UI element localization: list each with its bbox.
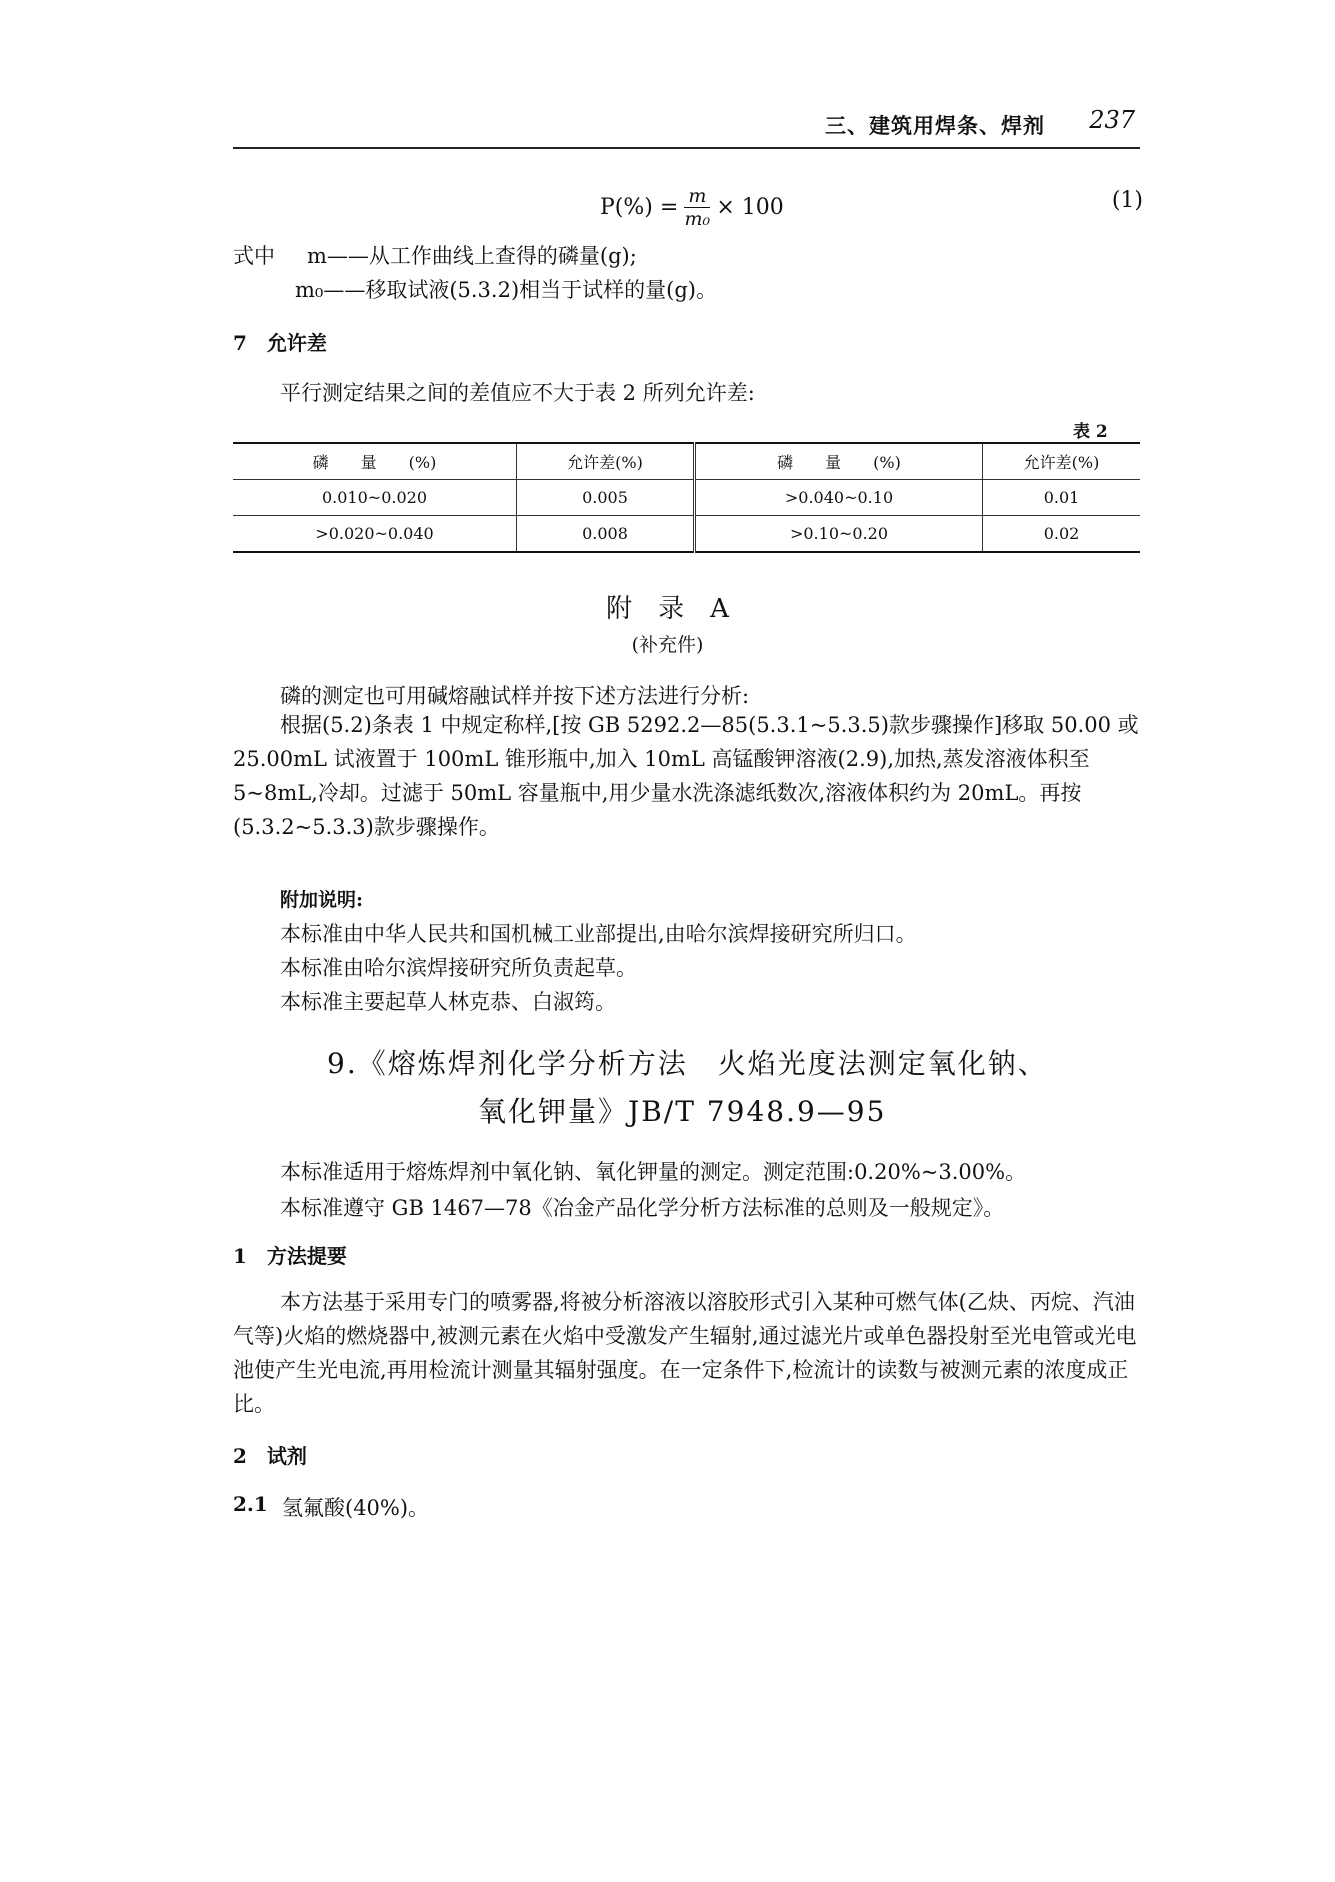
appendix-paragraph-2: 根据(5.2)条表 1 中规定称样,[按 GB 5292.2—85(5.3.1~5.3.5)款步骤操作]移取 50.00 或 25.00mL 试液置于 100mL 锥形瓶中,加入 10mL 高锰酸钾溶液(2.9),加热,蒸发溶液体积至 5~8mL,冷却。过滤于 50mL 容量瓶中,用少量水洗涤滤纸数次,溶液体积约为 20mL。再按(5.3.2~5.3.3)款步骤操作。 bbox=[233, 713, 1139, 839]
formula-fraction bbox=[684, 185, 710, 230]
formula-rhs: × 100 bbox=[716, 195, 784, 220]
section-1-text: 本方法基于采用专门的喷雾器,将被分析溶液以溶胶形式引入某种可燃气体(乙炔、丙烷、汽油气等)火焰的燃烧器中,被测元素在火焰中受激发产生辐射,通过滤光片或单色器投射至光电管或光电池使产生光电流,再用检流计测量其辐射强度。在一定条件下,检流计的读数与被测元素的浓度成正比。 bbox=[233, 1290, 1137, 1416]
table-cell: >0.10~0.20 bbox=[695, 516, 983, 553]
header-rule bbox=[233, 147, 1140, 149]
table-cell: >0.040~0.10 bbox=[695, 480, 983, 516]
table-2-caption: 表 2 bbox=[1073, 422, 1108, 442]
equation-number: (1) bbox=[1111, 188, 1143, 213]
page-number: 237 bbox=[1089, 106, 1135, 134]
subsection-2-1-text: 氢氟酸(40%)。 bbox=[282, 1496, 430, 1520]
section-7-text: 平行测定结果之间的差值应不大于表 2 所列允许差: bbox=[280, 381, 755, 405]
table-cell: 0.02 bbox=[983, 516, 1141, 553]
table-row bbox=[233, 516, 1140, 553]
notes-heading: 附加说明: bbox=[280, 889, 364, 911]
notes-line-1: 本标准由中华人民共和国机械工业部提出,由哈尔滨焊接研究所归口。 bbox=[280, 922, 917, 946]
table-header-cell: 允许差(%) bbox=[517, 443, 695, 480]
table-cell: 0.008 bbox=[517, 516, 695, 553]
appendix-title: 附 录 A bbox=[606, 594, 729, 624]
running-title: 三、建筑用焊条、焊剂 bbox=[825, 113, 1045, 138]
standard-title-line-2: 氧化钾量》JB/T 7948.9—95 bbox=[478, 1095, 887, 1128]
standard-title-line-1: 9.《熔炼焊剂化学分析方法 火焰光度法测定氧化钠、 bbox=[327, 1047, 1048, 1080]
notes-line-3: 本标准主要起草人林克恭、白淑筠。 bbox=[280, 990, 616, 1014]
where-line-2: m₀——移取试液(5.3.2)相当于试样的量(g)。 bbox=[295, 278, 717, 302]
table-2 bbox=[233, 442, 1140, 553]
formula-denominator: m₀ bbox=[684, 208, 711, 230]
section-7-heading: 7 允许差 bbox=[233, 331, 327, 355]
table-header-cell: 磷 量 (%) bbox=[233, 443, 517, 480]
table-cell: >0.020~0.040 bbox=[233, 516, 517, 553]
formula-numerator: m bbox=[684, 185, 710, 208]
formula-lhs: P(%) = bbox=[600, 195, 679, 220]
where-line-1: m——从工作曲线上查得的磷量(g); bbox=[307, 244, 637, 268]
table-cell: 0.005 bbox=[517, 480, 695, 516]
formula bbox=[600, 185, 784, 230]
standard-scope: 本标准适用于熔炼焊剂中氧化钠、氧化钾量的测定。测定范围:0.20%~3.00%。 bbox=[280, 1160, 1027, 1184]
table-cell: 0.01 bbox=[983, 480, 1141, 516]
where-lead: 式中 bbox=[233, 244, 275, 268]
table-header-cell: 允许差(%) bbox=[983, 443, 1141, 480]
table-cell: 0.010~0.020 bbox=[233, 480, 517, 516]
table-header-row bbox=[233, 443, 1140, 480]
table-header-cell: 磷 量 (%) bbox=[695, 443, 983, 480]
subsection-2-1-number: 2.1 bbox=[233, 1492, 268, 1516]
section-2-heading: 2 试剂 bbox=[233, 1444, 307, 1468]
standard-follows: 本标准遵守 GB 1467—78《冶金产品化学分析方法标准的总则及一般规定》。 bbox=[280, 1196, 1005, 1220]
appendix-paragraph-1: 磷的测定也可用碱熔融试样并按下述方法进行分析: bbox=[280, 684, 750, 708]
table-row bbox=[233, 480, 1140, 516]
appendix-subtitle: (补充件) bbox=[631, 634, 704, 656]
notes-line-2: 本标准由哈尔滨焊接研究所负责起草。 bbox=[280, 956, 637, 980]
section-1-heading: 1 方法提要 bbox=[233, 1244, 347, 1268]
